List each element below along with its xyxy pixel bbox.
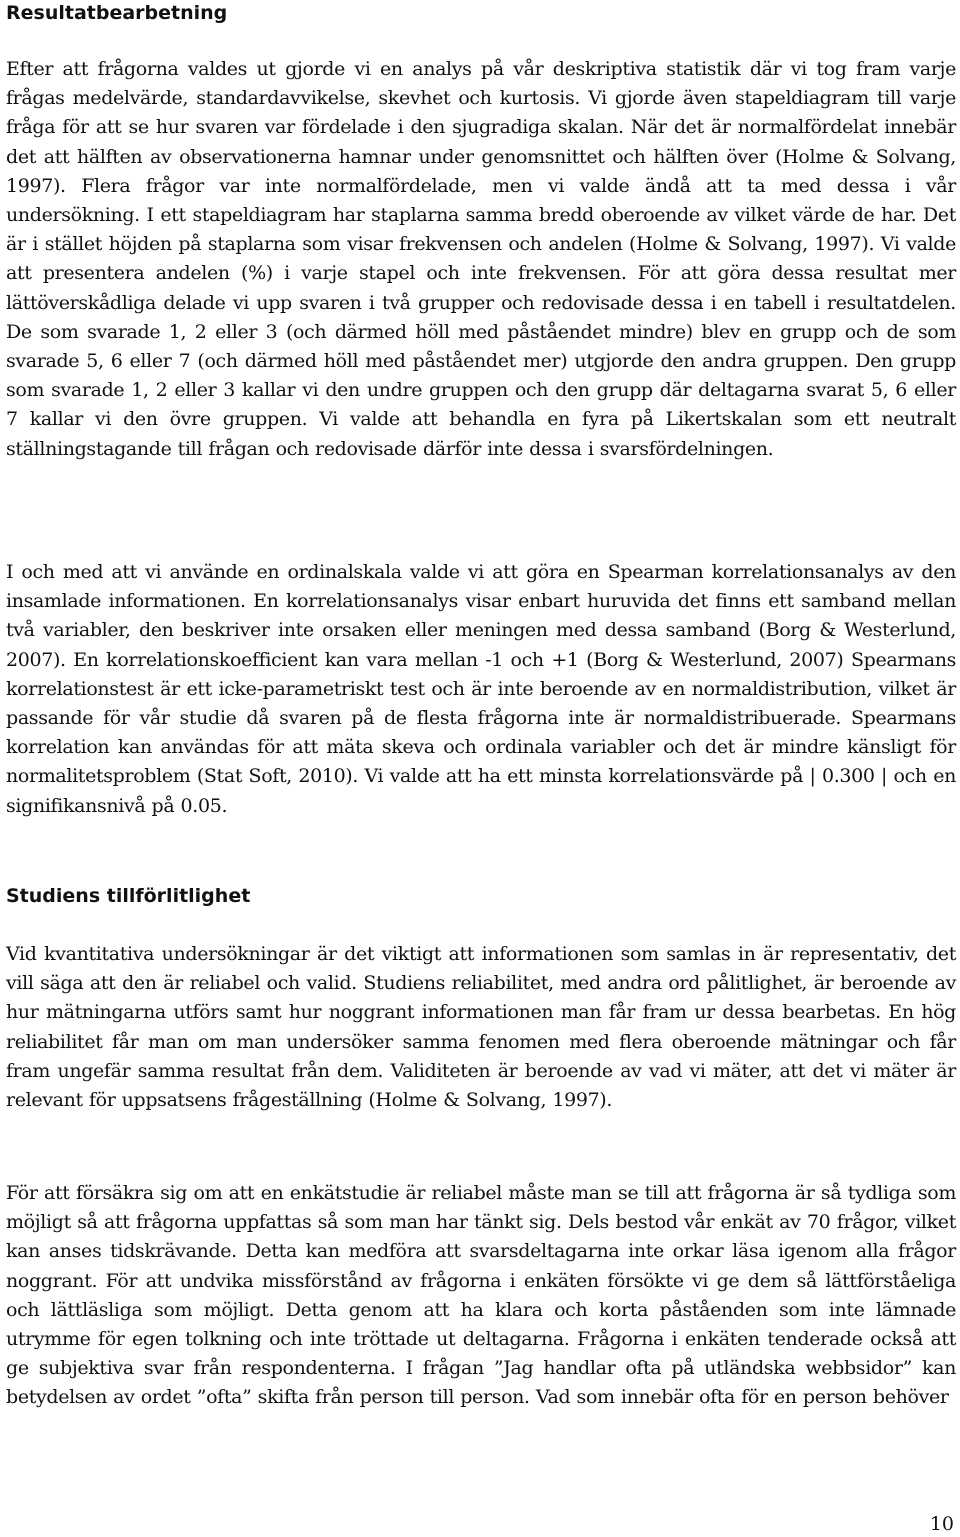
section-heading-resultatbearbetning: Resultatbearbetning [6,2,228,24]
section-heading-tillforlitlighet: Studiens tillförlitlighet [6,885,251,907]
paragraph-resultatbearbetning-2: I och med att vi använde en ordinalskala valde vi att göra en Spearman korrelationsanalys av den insamlade informationen. En korrelationsanalys visar enbart huruvida det finns ett samband mellan två variabler, den beskriver inte orsaken eller meningen med dessa samband (Borg & Westerlund, 2007). En korrelationskoefficient kan vara mellan -1 och +1 (Borg & Westerlund, 2007) Spearmans korrelationstest är ett icke-parametriskt test och är inte beroende av en normaldistribution, vilket är passande för vår studie då svaren på de flesta frågorna inte är normaldistribuerade. Spearmans korrelation kan användas för att mäta skeva och ordinala variabler och det är mindre känsligt för normalitetsproblem (Stat Soft, 2010). Vi valde att ha ett minsta korrelationsvärde på | 0.300 | och en signifikansnivå på 0.05. [6,561,956,817]
page-number: 10 [929,1513,954,1535]
paragraph-tillforlitlighet-1: Vid kvantitativa undersökningar är det viktigt att informationen som samlas in är representativ, det vill säga att den är reliabel och valid. Studiens reliabilitet, med andra ord pålitlighet, är beroende av hur mätningarna utförs samt hur noggrant informationen man får fram ur dessa bearbetas. En hög reliabilitet får man om man undersöker samma fenomen med flera oberoende mätningar och får fram ungefär samma resultat från dem. Validiteten är beroende av vad vi mäter, att det vi mäter är relevant för uppsatsens frågeställning (Holme & Solvang, 1997). [6,943,956,1112]
paragraph-resultatbearbetning-1: Efter att frågorna valdes ut gjorde vi en analys på vår deskriptiva statistik där vi tog fram varje frågas medelvärde, standardavvikelse, skevhet och kurtosis. Vi gjorde även stapeldiagram till varje fråga för att se hur svaren var fördelade i den sjugradiga skalan. När det är normalfördelat innebär det att hälften av observationerna hamnar under genomsnittet och hälften över (Holme & Solvang, 1997). Flera frågor var inte normalfördelade, men vi valde ändå att ta med dessa i vår undersökning. I ett stapeldiagram har staplarna samma bredd oberoende av vilket värde de har. Det är i stället höjden på staplarna som visar frekvensen och andelen (Holme & Solvang, 1997). Vi valde att presentera andelen (%) i varje stapel och inte frekvensen. För att göra dessa resultat mer lättöverskådliga delade vi upp svaren i två grupper och redovisade dessa i en tabell i resultatdelen. De som svarade 1, 2 eller 3 (och därmed höll med påståendet mindre) blev en grupp och de som svarade 5, 6 eller 7 (och därmed höll med påståendet mer) utgjorde den andra gruppen. Den grupp som svarade 1, 2 eller 3 kallar vi den undre gruppen och den grupp där deltagarna svarat 5, 6 eller 7 kallar vi den övre gruppen. Vi valde att behandla en fyra på Likertskalan som ett neutralt ställningstagande till frågan och redovisade därför inte dessa i svarsfördelningen. [6,58,956,460]
paragraph-tillforlitlighet-2: För att försäkra sig om att en enkätstudie är reliabel måste man se till att frågorna är så tydliga som möjligt så att frågorna uppfattas så som man har tänkt sig. Dels bestod vår enkät av 70 frågor, vilket kan anses tidskrävande. Detta kan medföra att svarsdeltagarna inte orkar läsa igenom alla frågor noggrant. För att undvika missförstånd av frågorna i enkäten försökte vi ge dem så lättförståeliga och lättläsliga som möjligt. Detta genom att ha klara och korta påståenden som inte lämnade utrymme för egen tolkning och inte tröttade ut deltagarna. Frågorna i enkäten tenderade också att ge subjektiva svar från respondenterna. I frågan ”Jag handlar ofta på utländska webbsidor” kan betydelsen av ordet ”ofta” skifta från person till person. Vad som innebär ofta för en person behöver [6,1182,956,1409]
